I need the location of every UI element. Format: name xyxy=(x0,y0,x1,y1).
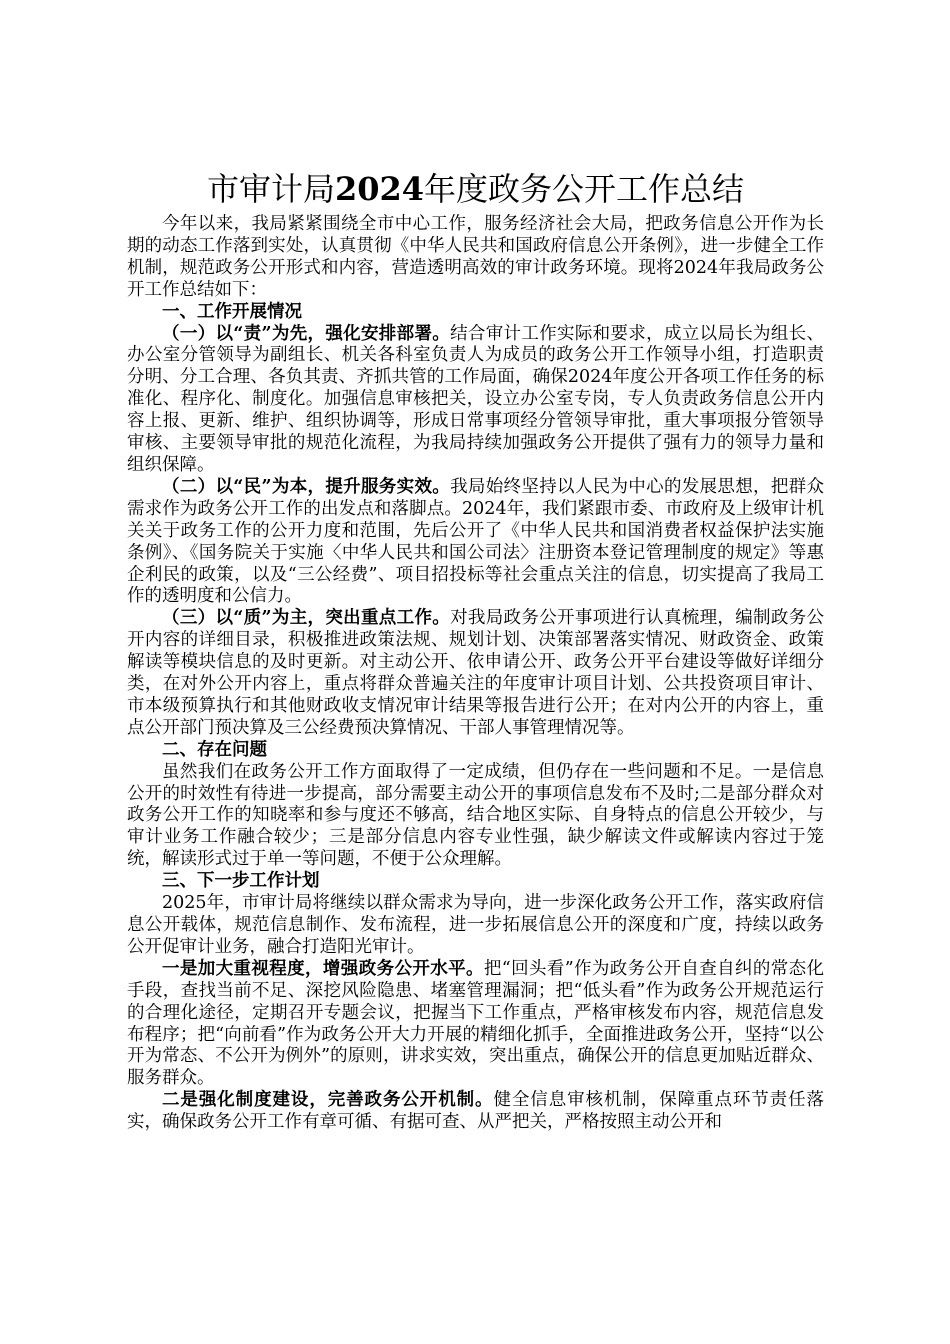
section1-paragraph-3 xyxy=(127,608,824,739)
paragraph-body: 把“回头看”作为政务公开自查自纠的常态化手段，查找当前不足、深挖风险隐患、堵塞管理漏洞；把“低头看”作为政务公开规范运行的合理化途径，定期召开专题会议，把握当下工作重点，严格审核发布内容，规范信息发布程序；把“向前看”作为政务公开大力开展的精细化抓手，全面推进政务公开，坚持“以公开为常态、不公开为例外”的原则，讲求实效，突出重点，确保公开的信息更加贴近群众、服务群众。 xyxy=(127,958,824,1089)
paragraph-lead: 二是强化制度建设，完善政务公开机制。 xyxy=(162,1090,494,1111)
title-prefix: 市审计局 xyxy=(206,170,335,208)
paragraph-body: 我局始终坚持以人民为中心的发展思想，把群众需求作为政务公开工作的出发点和落脚点。2024年，我们紧跟市委、市政府及上级审计机关关于政务工作的公开力度和范围，先后公开了《中华人民共和国消费者权益保护法实施条例》、《国务院关于实施〈中华人民共和国公司法〉注册资本登记管理制度的规定》等惠企利民的政策，以及“三公经费”、项目招投标等社会重点关注的信息，切实提高了我局工作的透明度和公信力。 xyxy=(127,476,825,607)
section3-intro-paragraph: 2025年，市审计局将继续以群众需求为导向，进一步深化政务公开工作，落实政府信息公开载体，规范信息制作、发布流程，进一步拓展信息公开的深度和广度，持续以政务公开促审计业务，融合打造阳光审计。 xyxy=(127,893,824,957)
document-page xyxy=(127,166,824,1134)
paragraph-lead: （二）以“民”为本，提升服务实效。 xyxy=(162,476,451,497)
paragraph-lead: （三）以“质”为主，突出重点工作。 xyxy=(162,608,451,629)
paragraph-body: 结合审计工作实际和要求，成立以局长为组长、办公室分管领导为副组长、机关各科室负责人为成员的政务公开工作领导小组，打造职责分明、分工合理、各负其责、齐抓共管的工作局面，确保2024年度公开各项工作任务的标准化、程序化、制度化。加强信息审核把关，设立办公室专岗，专人负责政务信息公开内容上报、更新、维护、组织协调等，形成日常事项经分管领导审批，重大事项报分管领导审核、主要领导审批的规范化流程，为我局持续加强政务公开提供了强有力的领导力量和组织保障。 xyxy=(127,323,825,475)
section-heading-3: 三、下一步工作计划 xyxy=(162,871,320,892)
section1-paragraph-1 xyxy=(127,324,824,477)
paragraph-body: 健全信息审核机制，保障重点环节责任落实，确保政务公开工作有章可循、有据可查、从严把关，严格按照主动公开和 xyxy=(127,1090,825,1133)
paragraph-lead: 一是加大重视程度，增强政务公开水平。 xyxy=(162,958,484,979)
paragraph-body: 对我局政务公开事项进行认真梳理，编制政务公开内容的详细目录，积极推进政策法规、规划计划、决策部署落实情况、财政资金、政策解读等模块信息的及时更新。对主动公开、依申请公开、政务公开平台建设等做好详细分类，在对外公开内容上，重点将群众普遍关注的年度审计项目计划、公共投资项目审计、市本级预算执行和其他财政收支情况审计结果等报告进行公开；在对内公开的内容上，重点公开部门预决算及三公经费预决算情况、干部人事管理情况等。 xyxy=(127,608,825,738)
intro-paragraph: 今年以来，我局紧紧围绕全市中心工作，服务经济社会大局，把政务信息公开作为长期的动态工作落到实处，认真贯彻《中华人民共和国政府信息公开条例》，进一步健全工作机制，规范政务公开形式和内容，营造透明高效的审计政务环境。现将2024年我局政务公开工作总结如下： xyxy=(127,214,824,300)
section3-paragraph-2 xyxy=(127,1090,824,1134)
section3-paragraph-1 xyxy=(127,959,824,1090)
document-title xyxy=(127,166,824,212)
section1-paragraph-2 xyxy=(127,477,824,608)
title-year: 2024 xyxy=(334,170,425,208)
section-heading-2: 二、存在问题 xyxy=(162,739,267,760)
section-heading-1: 一、工作开展情况 xyxy=(162,301,302,322)
paragraph-lead: （一）以“责”为先，强化安排部署。 xyxy=(162,323,451,344)
section2-paragraph: 虽然我们在政务公开工作方面取得了一定成绩，但仍存在一些问题和不足。一是信息公开的时效性有待进一步提高，部分需要主动公开的事项信息发布不及时;二是部分群众对政务公开工作的知晓率和参与度还不够高，结合地区实际、自身特点的信息公开较少，与审计业务工作融合较少；三是部分信息内容专业性强，缺少解读文件或解读内容过于笼统，解读形式过于单一等问题，不便于公众理解。 xyxy=(127,761,824,870)
title-suffix: 年度政务公开工作总结 xyxy=(424,170,745,208)
